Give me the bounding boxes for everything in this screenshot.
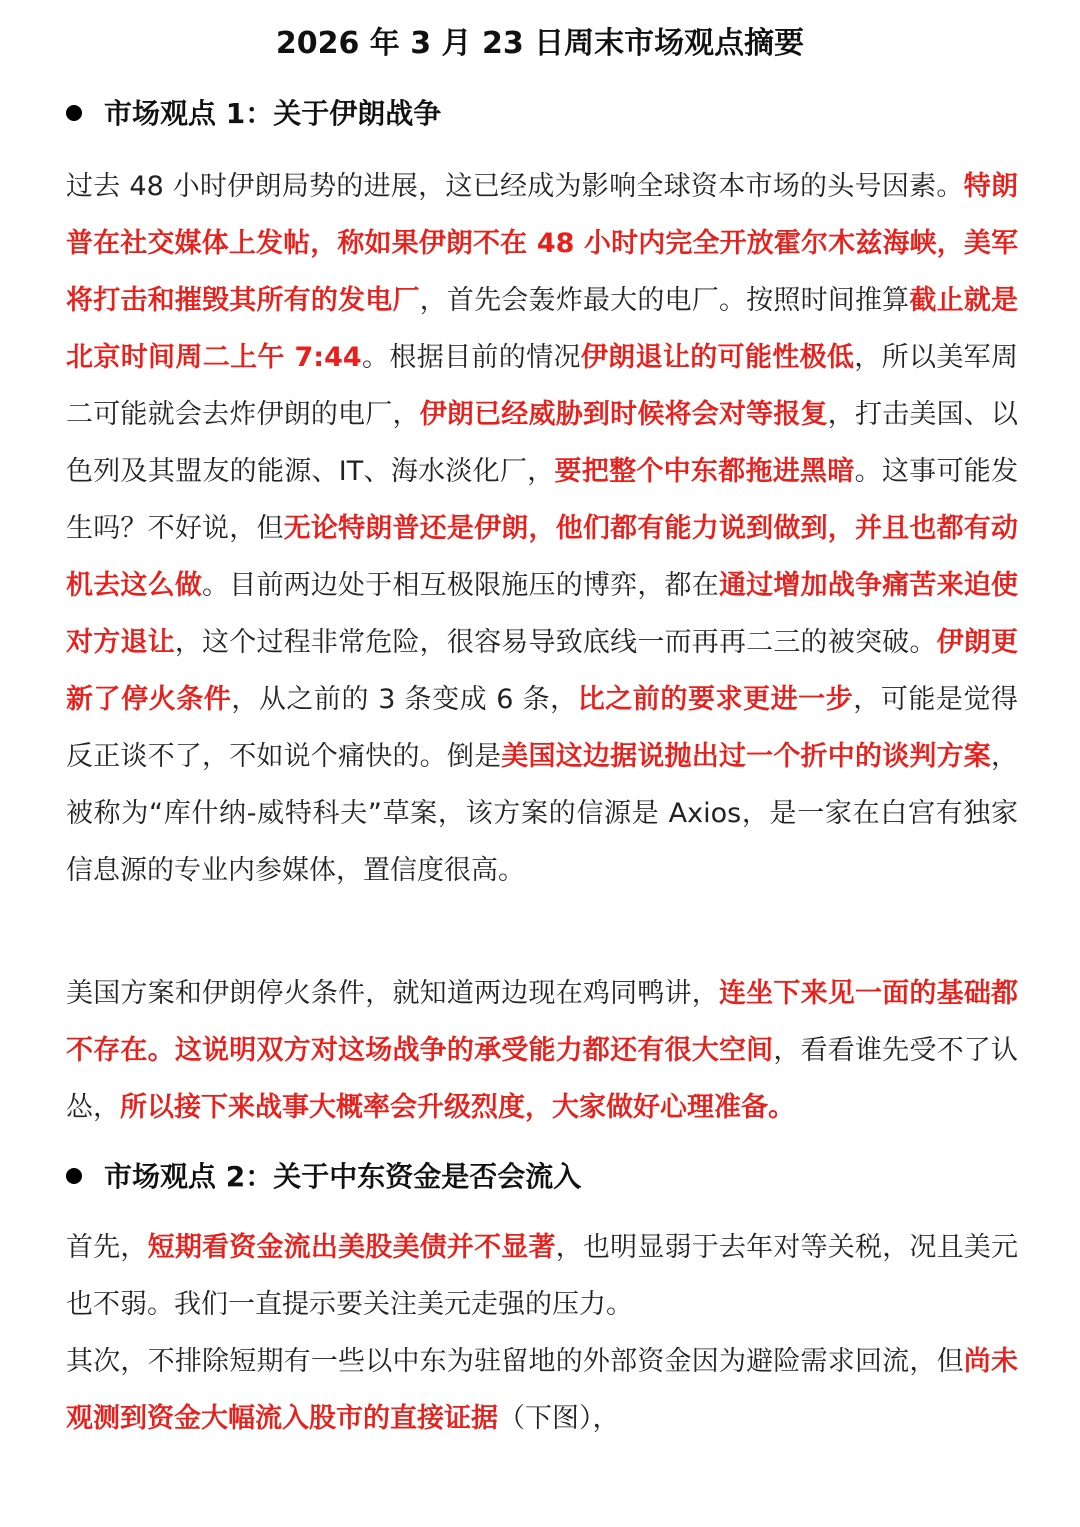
body-text: 首先， <box>66 1232 148 1263</box>
section-2-paragraph-1 <box>66 1219 1018 1333</box>
body-text: ，首先会轰炸最大的电厂。按照时间推算 <box>419 285 910 316</box>
body-text: 。这事可能发生吗？不好说，但 <box>66 456 1019 544</box>
black-dot-icon <box>66 1168 82 1184</box>
body-text: ，所以美军周二可能就会去炸伊朗的电厂， <box>66 342 1019 430</box>
section-1-heading <box>66 94 441 134</box>
body-text: （下图）， <box>498 1403 620 1434</box>
body-text: ，这个过程非常危险，很容易导致底线一而再再二三的被突破。 <box>174 627 937 658</box>
body-text: 其次，不排除短期有一些以中东为驻留地的外部资金因为避险需求回流，但 <box>66 1346 964 1377</box>
highlighted-text: 伊朗更新了停火条件 <box>66 627 1019 715</box>
black-dot-icon <box>66 105 82 121</box>
body-text: 美国方案和伊朗停火条件，就知道两边现在鸡同鸭讲， <box>66 978 719 1009</box>
section-2-paragraph-2 <box>66 1333 1018 1447</box>
section-1-heading-text: 市场观点 1：关于伊朗战争 <box>104 97 442 130</box>
highlighted-text: 伊朗已经威胁到时候将会对等报复 <box>419 399 828 430</box>
highlighted-text: 无论特朗普还是伊朗，他们都有能力说到做到，并且也都有动机去这么做 <box>66 513 1019 601</box>
highlighted-text: 通过增加战争痛苦来迫使对方退让 <box>66 570 1019 658</box>
section-2-heading <box>66 1157 581 1197</box>
section-2-heading-text: 市场观点 2：关于中东资金是否会流入 <box>104 1160 582 1193</box>
body-text: ，可能是觉得反正谈不了，不如说个痛快的。倒是 <box>66 684 1019 772</box>
body-text: ，看看谁先受不了认怂， <box>66 1035 1019 1123</box>
section-1-paragraph-2 <box>66 965 1018 1136</box>
body-text: ，被称为“库什纳-威特科夫”草案，该方案的信源是 Axios，是一家在白宫有独家信息源的专业内参媒体，置信度很高。 <box>66 741 1019 886</box>
highlighted-text: 特朗普在社交媒体上发帖，称如果伊朗不在 48 小时内完全开放霍尔木兹海峡，美军将打击和摧毁其所有的发电厂 <box>66 171 1018 316</box>
highlighted-text: 伊朗退让的可能性极低 <box>580 342 855 373</box>
highlighted-text: 比之前的要求更进一步 <box>577 684 854 715</box>
section-1-paragraph-1 <box>66 158 1018 899</box>
highlighted-text: 连坐下来见一面的基础都不存在。这说明双方对这场战争的承受能力都还有很大空间 <box>66 978 1019 1066</box>
highlighted-text: 截止就是北京时间周二上午 7:44 <box>66 285 1019 373</box>
body-text: ，从之前的 3 条变成 6 条， <box>231 684 578 715</box>
body-text: 。根据目前的情况 <box>361 342 581 373</box>
body-text: ，也明显弱于去年对等关税，况且美元也不弱。我们一直提示要关注美元走强的压力。 <box>66 1232 1019 1320</box>
highlighted-text: 短期看资金流出美股美债并不显著 <box>147 1232 556 1263</box>
highlighted-text: 尚未观测到资金大幅流入股市的直接证据 <box>66 1346 1019 1434</box>
document-title: 2026 年 3 月 23 日周末市场观点摘要 <box>275 26 805 61</box>
highlighted-text: 美国这边据说抛出过一个折中的谈判方案 <box>501 741 992 772</box>
body-text: 过去 48 小时伊朗局势的进展，这已经成为影响全球资本市场的头号因素。 <box>66 171 964 202</box>
highlighted-text: 所以接下来战事大概率会升级烈度，大家做好心理准备。 <box>120 1092 795 1123</box>
body-text: 。目前两边处于相互极限施压的博弈，都在 <box>202 570 719 601</box>
body-text: ，打击美国、以色列及其盟友的能源、IT、海水淡化厂， <box>66 399 1019 487</box>
highlighted-text: 要把整个中东都拖进黑暗 <box>554 456 855 487</box>
